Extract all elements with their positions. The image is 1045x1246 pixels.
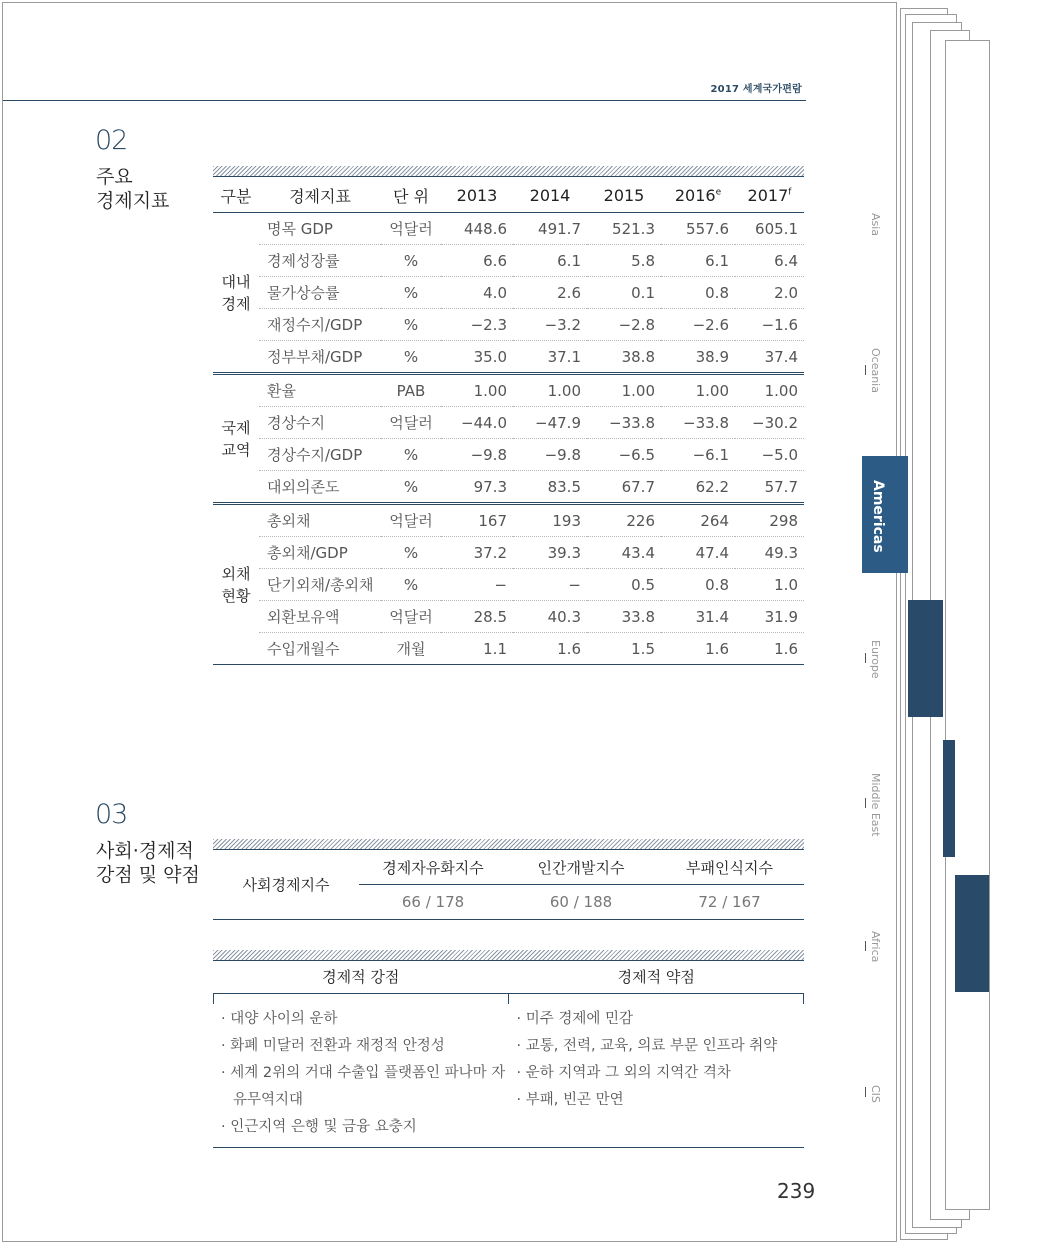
indicator-value: 6.1 xyxy=(661,245,735,277)
indicator-value: −33.8 xyxy=(661,407,735,439)
indicator-value: 49.3 xyxy=(735,537,804,569)
table-row xyxy=(213,341,804,374)
indicator-value: 521.3 xyxy=(587,213,661,245)
indicator-value: 1.00 xyxy=(587,374,661,407)
unit: 억달러 xyxy=(381,213,441,245)
indicator-name: 정부부채/GDP xyxy=(259,341,381,374)
indicator-name: 총외채 xyxy=(259,504,381,537)
col-header-2014: 2014 xyxy=(513,178,587,213)
table-row xyxy=(213,569,804,601)
indicator-value: 5.8 xyxy=(587,245,661,277)
col-header-2013: 2013 xyxy=(441,178,513,213)
indicator-value: 43.4 xyxy=(587,537,661,569)
list-item: · 미주 경제에 민감 xyxy=(516,1011,633,1027)
indicator-value: 67.7 xyxy=(587,471,661,504)
tab-middle-east[interactable]: Middle East xyxy=(869,773,882,837)
group-label-line: 경제 xyxy=(221,294,251,313)
indicator-value: −6.5 xyxy=(587,439,661,471)
socioeconomic-index-table xyxy=(213,850,804,920)
indicator-value: 448.6 xyxy=(441,213,513,245)
indicator-value: −6.1 xyxy=(661,439,735,471)
table-row xyxy=(213,633,804,665)
tab-marker xyxy=(865,1087,866,1097)
col-header: 경제자유화지수 xyxy=(359,850,507,885)
section-title-line: 주요 xyxy=(96,166,133,188)
economic-indicators-table xyxy=(213,178,804,665)
indicator-value: 38.9 xyxy=(661,341,735,374)
indicator-name: 경상수지 xyxy=(259,407,381,439)
indicator-value: −2.8 xyxy=(587,309,661,341)
strengths-list xyxy=(213,1006,509,1141)
tab-marker xyxy=(865,653,866,663)
indicator-value: 1.0 xyxy=(735,569,804,601)
table-row xyxy=(213,439,804,471)
unit: % xyxy=(381,537,441,569)
list-item: · 운하 지역과 그 외의 지역간 격차 xyxy=(516,1065,731,1081)
table-row xyxy=(213,504,804,537)
unit: PAB xyxy=(381,374,441,407)
col-header-2017 xyxy=(735,178,804,213)
indicator-value: − xyxy=(441,569,513,601)
indicator-value: 97.3 xyxy=(441,471,513,504)
indicator-value: 0.5 xyxy=(587,569,661,601)
indicator-value: −2.6 xyxy=(661,309,735,341)
indicator-value: 31.4 xyxy=(661,601,735,633)
indicator-value: 1.00 xyxy=(735,374,804,407)
page-number: 239 xyxy=(777,1179,816,1203)
strengths-header: 경제적 강점 xyxy=(322,968,400,986)
indicator-value: −9.8 xyxy=(513,439,587,471)
indicator-value: 40.3 xyxy=(513,601,587,633)
indicator-value: 0.8 xyxy=(661,277,735,309)
running-header: 2017 세계국가편람 xyxy=(710,84,802,95)
indicator-value: 193 xyxy=(513,504,587,537)
section-title-line: 사회·경제적 xyxy=(96,840,194,862)
table-header-row xyxy=(213,961,804,994)
table-row xyxy=(213,277,804,309)
indicator-value: −9.8 xyxy=(441,439,513,471)
indicator-value: 264 xyxy=(661,504,735,537)
indicator-value: 1.6 xyxy=(661,633,735,665)
indicator-value: −1.6 xyxy=(735,309,804,341)
indicator-name: 물가상승률 xyxy=(259,277,381,309)
indicator-value: 33.8 xyxy=(587,601,661,633)
indicator-value: −33.8 xyxy=(587,407,661,439)
group-label xyxy=(213,374,259,504)
index-value: 66 / 178 xyxy=(359,885,507,920)
indicator-value: 37.2 xyxy=(441,537,513,569)
list-item: · 세계 2위의 거대 수출입 플랫폼인 파나마 자유무역지대 xyxy=(221,1065,506,1108)
unit: % xyxy=(381,245,441,277)
table-row xyxy=(213,601,804,633)
section-title xyxy=(96,165,169,213)
table-hatch-bar xyxy=(213,166,804,177)
year-label: 2016 xyxy=(674,185,716,205)
indicator-value: 6.6 xyxy=(441,245,513,277)
indicator-value: 167 xyxy=(441,504,513,537)
indicator-value: 298 xyxy=(735,504,804,537)
indicator-name: 외환보유액 xyxy=(259,601,381,633)
list-item: · 대양 사이의 운하 xyxy=(221,1011,338,1027)
indicator-value: 1.00 xyxy=(661,374,735,407)
divider-tick xyxy=(508,994,509,1004)
indicator-value: 38.8 xyxy=(587,341,661,374)
tab-oceania[interactable]: Oceania xyxy=(869,348,882,393)
indicator-value: −30.2 xyxy=(735,407,804,439)
table-hatch-bar xyxy=(213,839,804,850)
indicator-value: 35.0 xyxy=(441,341,513,374)
unit: % xyxy=(381,471,441,504)
row-header: 사회경제지수 xyxy=(213,850,359,920)
indicator-value: −2.3 xyxy=(441,309,513,341)
tab-marker xyxy=(865,941,866,951)
indicator-value: −5.0 xyxy=(735,439,804,471)
forecast-mark: f xyxy=(788,187,792,198)
indicator-value: − xyxy=(513,569,587,601)
table-row xyxy=(213,374,804,407)
indicator-value: 6.4 xyxy=(735,245,804,277)
table-header-row xyxy=(213,178,804,213)
edge-tab-marker xyxy=(955,875,989,992)
tab-label: Americas xyxy=(870,480,886,553)
indicator-value: −47.9 xyxy=(513,407,587,439)
group-label-line: 교역 xyxy=(221,440,251,459)
tab-marker xyxy=(865,798,866,808)
unit: % xyxy=(381,341,441,374)
indicator-value: 605.1 xyxy=(735,213,804,245)
indicator-name: 경제성장률 xyxy=(259,245,381,277)
indicator-value: 37.1 xyxy=(513,341,587,374)
indicator-value: 1.5 xyxy=(587,633,661,665)
unit: 억달러 xyxy=(381,601,441,633)
tab-europe[interactable]: Europe xyxy=(869,640,882,679)
edge-tab-marker xyxy=(908,600,943,717)
section-title-line: 경제지표 xyxy=(96,190,170,212)
weaknesses-header: 경제적 약점 xyxy=(617,968,695,986)
section-number: 02 xyxy=(95,125,128,156)
col-header-2016 xyxy=(661,178,735,213)
unit: 억달러 xyxy=(381,504,441,537)
col-header-2015: 2015 xyxy=(587,178,661,213)
indicator-name: 경상수지/GDP xyxy=(259,439,381,471)
table-body xyxy=(213,994,804,1148)
indicator-value: 31.9 xyxy=(735,601,804,633)
indicator-value: 1.00 xyxy=(441,374,513,407)
index-value: 72 / 167 xyxy=(655,885,804,920)
group-label-line: 대내 xyxy=(221,272,251,291)
group-label-line: 현황 xyxy=(221,586,251,605)
index-value: 60 / 188 xyxy=(507,885,655,920)
table-header-row xyxy=(213,850,804,885)
indicator-value: 0.8 xyxy=(661,569,735,601)
unit: % xyxy=(381,439,441,471)
divider-tick xyxy=(213,994,214,1004)
table-row xyxy=(213,537,804,569)
col-header: 부패인식지수 xyxy=(655,850,804,885)
table-row xyxy=(213,471,804,504)
indicator-name: 환율 xyxy=(259,374,381,407)
table-hatch-bar xyxy=(213,950,804,961)
document-page xyxy=(2,2,897,1242)
col-header-group: 구분 xyxy=(213,178,259,213)
col-header: 인간개발지수 xyxy=(507,850,655,885)
indicator-name: 대외의존도 xyxy=(259,471,381,504)
indicator-value: −3.2 xyxy=(513,309,587,341)
indicator-value: 491.7 xyxy=(513,213,587,245)
unit: 개월 xyxy=(381,633,441,665)
tab-asia[interactable]: Asia xyxy=(869,213,882,237)
table-row xyxy=(213,407,804,439)
tab-africa[interactable]: Africa xyxy=(869,931,882,963)
indicator-value: 1.1 xyxy=(441,633,513,665)
section-title-line: 강점 및 약점 xyxy=(96,864,200,886)
indicator-name: 총외채/GDP xyxy=(259,537,381,569)
indicator-value: 47.4 xyxy=(661,537,735,569)
indicator-value: 4.0 xyxy=(441,277,513,309)
indicator-value: 0.1 xyxy=(587,277,661,309)
unit: % xyxy=(381,277,441,309)
estimate-mark: e xyxy=(715,187,722,198)
indicator-value: 1.00 xyxy=(513,374,587,407)
tab-cis[interactable]: CIS xyxy=(869,1085,882,1103)
indicator-name: 명목 GDP xyxy=(259,213,381,245)
group-label-line: 국제 xyxy=(221,418,251,437)
indicator-value: 28.5 xyxy=(441,601,513,633)
indicator-value: 62.2 xyxy=(661,471,735,504)
page-edge xyxy=(945,40,990,1210)
unit: 억달러 xyxy=(381,407,441,439)
table-row xyxy=(213,309,804,341)
indicator-value: 37.4 xyxy=(735,341,804,374)
unit: % xyxy=(381,569,441,601)
indicator-name: 재정수지/GDP xyxy=(259,309,381,341)
indicator-value: 557.6 xyxy=(661,213,735,245)
list-item: · 인근지역 은행 및 금융 요충지 xyxy=(221,1119,417,1135)
weaknesses-list xyxy=(509,1006,805,1141)
list-item: · 화폐 미달러 전환과 재정적 안정성 xyxy=(221,1038,445,1054)
indicator-value: 83.5 xyxy=(513,471,587,504)
group-label-line: 외채 xyxy=(221,564,251,583)
list-item: · 교통, 전력, 교육, 의료 부문 인프라 취약 xyxy=(516,1038,778,1054)
tab-marker xyxy=(865,365,866,375)
unit: % xyxy=(381,309,441,341)
col-header-unit: 단 위 xyxy=(381,178,441,213)
header-rule xyxy=(3,100,806,101)
group-label xyxy=(213,213,259,374)
indicator-value: −44.0 xyxy=(441,407,513,439)
divider-tick xyxy=(803,994,804,1004)
indicator-value: 2.6 xyxy=(513,277,587,309)
indicator-value: 2.0 xyxy=(735,277,804,309)
table-row xyxy=(213,213,804,245)
strengths-weaknesses-table xyxy=(213,961,804,1148)
section-title xyxy=(96,839,200,887)
list-item: · 부패, 빈곤 만연 xyxy=(516,1092,624,1108)
group-label xyxy=(213,504,259,665)
table-row xyxy=(213,245,804,277)
section-number: 03 xyxy=(95,799,128,830)
indicator-value: 6.1 xyxy=(513,245,587,277)
indicator-value: 39.3 xyxy=(513,537,587,569)
indicator-value: 1.6 xyxy=(513,633,587,665)
indicator-value: 226 xyxy=(587,504,661,537)
year-label: 2017 xyxy=(747,185,789,205)
tab-americas[interactable] xyxy=(862,456,908,573)
edge-tab-marker xyxy=(943,740,955,857)
indicator-value: 1.6 xyxy=(735,633,804,665)
indicator-value: 57.7 xyxy=(735,471,804,504)
indicator-name: 단기외채/총외채 xyxy=(259,569,381,601)
indicator-name: 수입개월수 xyxy=(259,633,381,665)
col-header-indicator: 경제지표 xyxy=(259,178,381,213)
